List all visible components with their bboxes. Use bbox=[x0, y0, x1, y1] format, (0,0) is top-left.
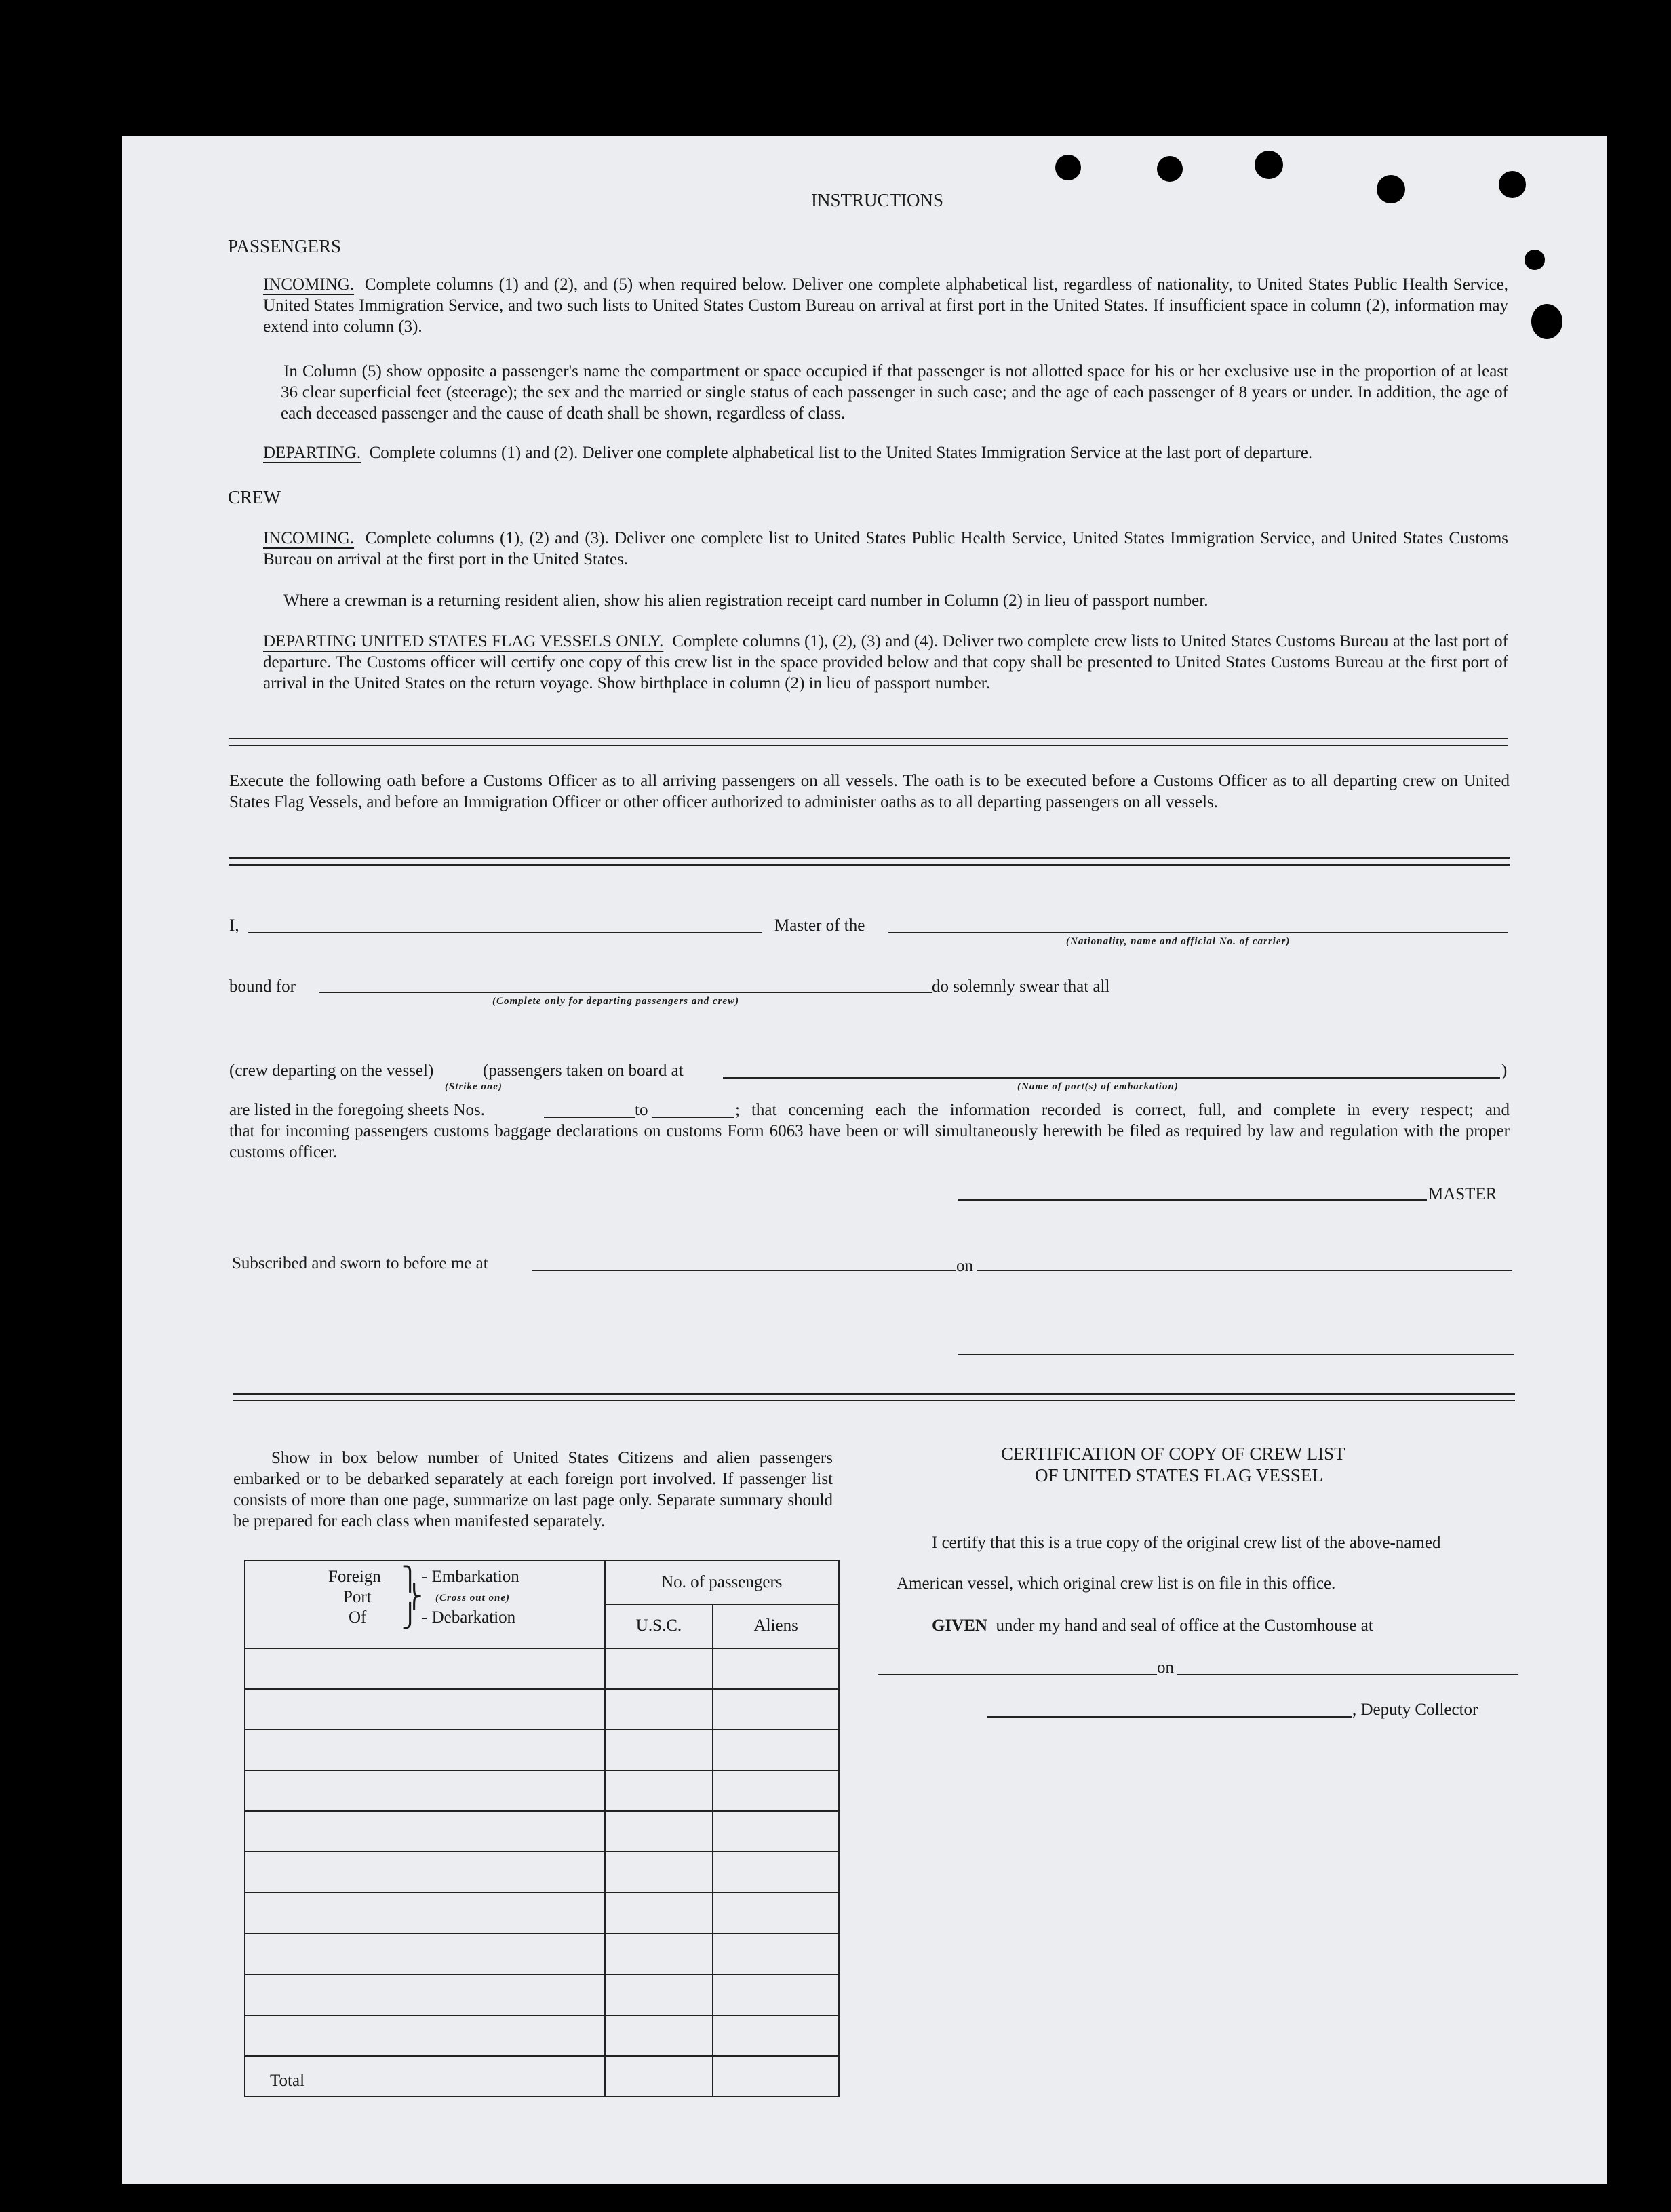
usc-cell[interactable] bbox=[605, 1893, 713, 1933]
total-label: Total bbox=[245, 2056, 605, 2097]
port-cell[interactable] bbox=[245, 1975, 605, 2015]
no-passengers-header: No. of passengers bbox=[605, 1561, 839, 1604]
given-line bbox=[932, 1616, 1373, 1636]
crew-departing-option: (crew departing on the vessel) bbox=[229, 1062, 434, 1080]
usc-cell[interactable] bbox=[605, 1730, 713, 1770]
embarkation-option[interactable]: - Embarkation bbox=[422, 1568, 519, 1586]
port-cell[interactable] bbox=[245, 1933, 605, 1974]
usc-cell[interactable] bbox=[605, 1933, 713, 1974]
sworn-on-label: on bbox=[956, 1257, 973, 1275]
oath-i-label: I, bbox=[229, 916, 239, 935]
aliens-header: Aliens bbox=[713, 1604, 839, 1648]
crew-incoming-text: Complete columns (1), (2) and (3). Deliver one complete list to United States Public Health Service, United States Immigration Service, and United States Customs Bureau on arrival at the first port in the United States. bbox=[263, 529, 1509, 568]
bound-for-line[interactable] bbox=[319, 992, 932, 993]
aliens-cell[interactable] bbox=[713, 1852, 839, 1893]
listed-label: are listed in the foregoing sheets Nos. bbox=[229, 1101, 485, 1119]
usc-cell[interactable] bbox=[605, 2015, 713, 2056]
summary-instructions: Show in box below number of United States Citizens and alien passengers embarked or to be debarked separately at each foreign port involved. If passenger list consists of more than one page, summarize on last page only. Separate summary should be prepared for each class when manifested separately. bbox=[233, 1449, 833, 1530]
aliens-cell[interactable] bbox=[713, 1933, 839, 1974]
deputy-collector-label: , Deputy Collector bbox=[1352, 1701, 1478, 1719]
port-cell[interactable] bbox=[245, 1730, 605, 1770]
port-cell[interactable] bbox=[245, 1648, 605, 1689]
punch-hole bbox=[1531, 304, 1562, 339]
of-label: Of bbox=[349, 1608, 367, 1627]
crew-departing bbox=[263, 631, 1508, 694]
aliens-cell[interactable] bbox=[713, 1770, 839, 1811]
port-cell[interactable] bbox=[245, 1893, 605, 1933]
port-cell[interactable] bbox=[245, 1852, 605, 1893]
aliens-cell[interactable] bbox=[713, 2015, 839, 2056]
aliens-cell[interactable] bbox=[713, 1893, 839, 1933]
departing-label: DEPARTING. bbox=[263, 444, 361, 462]
aliens-total-cell[interactable] bbox=[713, 2056, 839, 2097]
passengers-taken-option: (passengers taken on board at bbox=[483, 1062, 684, 1080]
punch-hole bbox=[1525, 250, 1545, 270]
port-cell[interactable] bbox=[245, 1689, 605, 1730]
nationality-note: (Nationality, name and official No. of carrier) bbox=[1066, 936, 1291, 947]
crew-incoming bbox=[263, 528, 1508, 570]
usc-cell[interactable] bbox=[605, 1975, 713, 2015]
sworn-date-line[interactable] bbox=[977, 1270, 1512, 1271]
certification-title-2: OF UNITED STATES FLAG VESSEL bbox=[1035, 1465, 1323, 1486]
usc-header: U.S.C. bbox=[605, 1604, 713, 1648]
strike-one-note: (Strike one) bbox=[445, 1081, 503, 1092]
column5-instructions: In Column (5) show opposite a passenger's name the compartment or space occupied if that passenger is not allotted space for his or her exclusive use in the proportion of at least 36 clear superficial feet (steerage); the sex and the married or single status of each passenger in such case; and the age of each passenger of 8 years or under. In addition, the age of each deceased passenger and the cause of death shall be shown, regardless of class. bbox=[281, 362, 1508, 423]
master-signature-line[interactable] bbox=[958, 1199, 1427, 1201]
passengers-incoming bbox=[263, 274, 1508, 337]
aliens-cell[interactable] bbox=[713, 1648, 839, 1689]
port-header-cell bbox=[245, 1561, 605, 1648]
complete-note: (Complete only for departing passengers and crew) bbox=[492, 996, 739, 1007]
listed-to-label: to bbox=[635, 1101, 648, 1119]
usc-cell[interactable] bbox=[605, 1689, 713, 1730]
sheet-to-line[interactable] bbox=[652, 1117, 734, 1118]
master-of-the-label: Master of the bbox=[774, 916, 865, 935]
brace-icon: ⎭ bbox=[401, 1604, 419, 1629]
certify-text: I certify that this is a true copy of the original crew list of the above-named bbox=[932, 1534, 1441, 1552]
customhouse-line[interactable] bbox=[878, 1674, 1157, 1675]
page-title: INSTRUCTIONS bbox=[811, 190, 944, 210]
aliens-cell[interactable] bbox=[713, 1730, 839, 1770]
debarkation-option[interactable]: - Debarkation bbox=[422, 1608, 516, 1627]
section-divider bbox=[233, 1393, 1515, 1401]
crew-resident-alien: Where a crewman is a returning resident alien, show his alien registration receipt card number in Column (2) in lieu of passport number. bbox=[283, 591, 1208, 610]
punch-hole bbox=[1377, 175, 1405, 203]
listed-rest-text: that for incoming passengers customs baggage declarations on customs Form 6063 have been or will simultaneously herewith be filed as required by law and regulation with the proper customs officer. bbox=[229, 1122, 1510, 1161]
crew-heading: CREW bbox=[228, 487, 281, 507]
swear-label: do solemnly swear that all bbox=[932, 977, 1110, 996]
crew-departing-text: Complete columns (1), (2), (3) and (4). Deliver two complete crew lists to United States Customs Bureau at the last port of departure. The Customs officer will certify one copy of this crew list in the space provided below and that copy shall be presented to United States Customs Bureau at the first port of arrival in the United States on the return voyage. Show birthplace in column (2) in lieu of passport number. bbox=[263, 632, 1508, 693]
aliens-cell[interactable] bbox=[713, 1811, 839, 1852]
section-divider bbox=[229, 738, 1508, 746]
port-cell[interactable] bbox=[245, 1770, 605, 1811]
subscribed-label: Subscribed and sworn to before me at bbox=[232, 1254, 488, 1273]
listed-text: ; that concerning each the information recorded is correct, full, and complete in every respect; and bbox=[735, 1101, 1510, 1119]
punch-hole bbox=[1055, 155, 1081, 180]
passengers-heading: PASSENGERS bbox=[228, 236, 342, 256]
port-cell[interactable] bbox=[245, 2015, 605, 2056]
sheet-from-line[interactable] bbox=[544, 1117, 635, 1118]
ports-line[interactable] bbox=[723, 1077, 1500, 1079]
given-rest: under my hand and seal of office at the Customhouse at bbox=[996, 1616, 1373, 1635]
cert-on-label: on bbox=[1157, 1658, 1174, 1677]
port-cell[interactable] bbox=[245, 1811, 605, 1852]
usc-cell[interactable] bbox=[605, 1852, 713, 1893]
incoming-text: Complete columns (1) and (2), and (5) when required below. Deliver one complete alphabetical list, regardless of nationality, to United States Public Health Service, United States Immigration Service, and two such lists to United States Custom Bureau on arrival at first port in the United States. If insufficient space in column (2), information may extend into column (3). bbox=[263, 275, 1509, 336]
punch-hole bbox=[1499, 171, 1526, 198]
usc-cell[interactable] bbox=[605, 1648, 713, 1689]
passenger-summary-table bbox=[244, 1560, 840, 2097]
punch-hole bbox=[1157, 156, 1183, 182]
punch-hole bbox=[1255, 151, 1283, 179]
american-vessel-text: American vessel, which original crew list is on file in this office. bbox=[897, 1574, 1336, 1593]
crew-incoming-label: INCOMING. bbox=[263, 529, 355, 547]
carrier-line[interactable] bbox=[888, 932, 1508, 933]
oath-instructions: Execute the following oath before a Customs Officer as to all arriving passengers on all vessels. The oath is to be executed before a Customs Officer as to all departing crew on United States Flag Vessels, and before an Immigration Officer or other officer authorized to administer oaths as to all departing passengers on all vessels. bbox=[229, 772, 1510, 811]
cert-date-line[interactable] bbox=[1177, 1674, 1518, 1675]
crew-departing-label: DEPARTING UNITED STATES FLAG VESSELS ONLY. bbox=[263, 632, 664, 651]
incoming-label: INCOMING. bbox=[263, 275, 355, 294]
usc-cell[interactable] bbox=[605, 1811, 713, 1852]
usc-cell[interactable] bbox=[605, 1770, 713, 1811]
officer-signature-line[interactable] bbox=[958, 1354, 1514, 1355]
certification-title-1: CERTIFICATION OF COPY OF CREW LIST bbox=[1001, 1443, 1345, 1464]
master-label: MASTER bbox=[1428, 1185, 1497, 1203]
usc-total-cell[interactable] bbox=[605, 2056, 713, 2097]
master-name-line[interactable] bbox=[248, 932, 762, 933]
aliens-cell[interactable] bbox=[713, 1975, 839, 2015]
foreign-label: Foreign bbox=[328, 1568, 381, 1586]
passengers-departing bbox=[263, 442, 1508, 463]
brace-icon: ⎬ bbox=[406, 1585, 423, 1610]
aliens-cell[interactable] bbox=[713, 1689, 839, 1730]
sworn-place-line[interactable] bbox=[532, 1270, 956, 1271]
brace-icon: ⎫ bbox=[401, 1567, 419, 1592]
ports-note: (Name of port(s) of embarkation) bbox=[1017, 1081, 1179, 1092]
bound-for-label: bound for bbox=[229, 977, 296, 996]
cross-out-note: (Cross out one) bbox=[435, 1593, 511, 1604]
section-divider bbox=[229, 857, 1510, 866]
deputy-signature-line[interactable] bbox=[987, 1716, 1352, 1718]
port-label: Port bbox=[343, 1588, 372, 1606]
given-label: GIVEN bbox=[932, 1616, 987, 1635]
close-paren: ) bbox=[1501, 1062, 1508, 1080]
departing-text: Complete columns (1) and (2). Deliver one complete alphabetical list to the United States Immigration Service at the last port of departure. bbox=[369, 444, 1313, 462]
